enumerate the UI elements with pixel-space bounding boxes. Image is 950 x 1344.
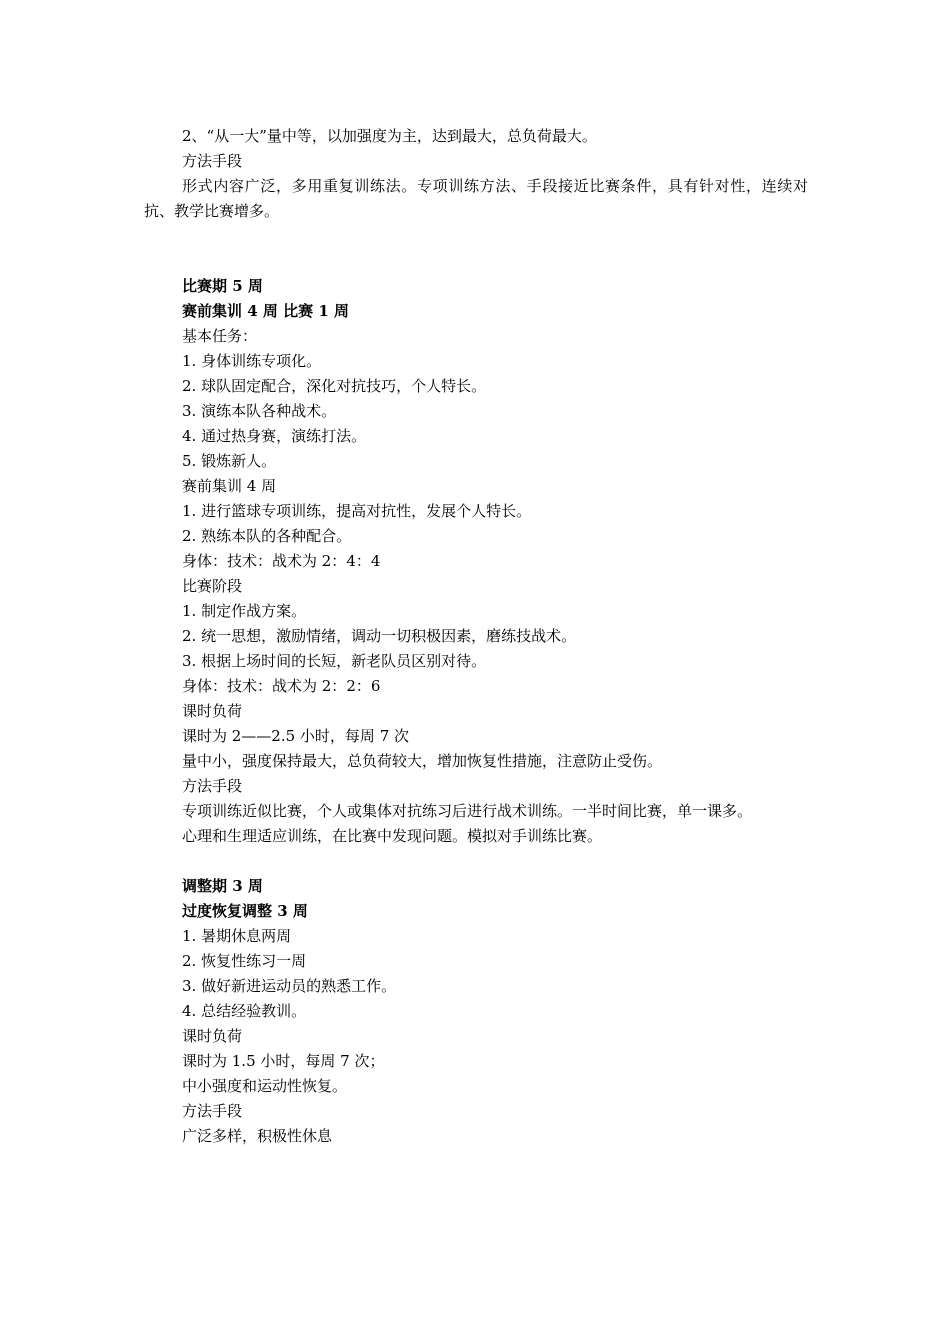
list-item: 2. 统一思想，激励情绪，调动一切积极因素，磨练技战术。 [182, 627, 577, 645]
list-item: 2. 恢复性练习一周 [182, 952, 307, 970]
section-subheading: 赛前集训 4 周 比赛 1 周 [182, 302, 349, 320]
pre-training-label: 赛前集训 4 周 [182, 477, 277, 495]
load-label: 课时负荷 [182, 1027, 243, 1045]
tasks-label: 基本任务： [182, 327, 258, 345]
stage-label: 比赛阶段 [182, 577, 243, 595]
list-item: 2. 球队固定配合，深化对抗技巧，个人特长。 [182, 377, 487, 395]
section-heading: 调整期 3 周 [182, 877, 263, 895]
section-top [144, 124, 808, 224]
list-item: 4. 通过热身赛，演练打法。 [182, 427, 367, 445]
list-item: 3. 演练本队各种战术。 [182, 402, 337, 420]
method-paragraph: 形式内容广泛，多用重复训练法。专项训练方法、手段接近比赛条件，具有针对性，连续对抗、教学比赛增多。 [144, 177, 808, 220]
list-item: 1. 制定作战方案。 [182, 602, 307, 620]
load-label: 课时负荷 [182, 702, 243, 720]
list-item: 2. 熟练本队的各种配合。 [182, 527, 352, 545]
section-adjustment [144, 874, 808, 1149]
list-item: 1. 身体训练专项化。 [182, 352, 322, 370]
section-heading: 比赛期 5 周 [182, 277, 263, 295]
load-description: 量中小，强度保持最大，总负荷较大，增加恢复性措施，注意防止受伤。 [182, 752, 663, 770]
method-label: 方法手段 [182, 777, 243, 795]
ratio-line: 身体：技术：战术为 2：2：6 [182, 677, 381, 695]
load-description: 中小强度和运动性恢复。 [182, 1077, 348, 1095]
method-line: 专项训练近似比赛，个人或集体对抗练习后进行战术训练。一半时间比赛，单一课多。 [182, 802, 753, 820]
list-item: 3. 根据上场时间的长短，新老队员区别对待。 [182, 652, 487, 670]
method-label: 方法手段 [182, 1102, 243, 1120]
section-competition [144, 274, 808, 849]
method-description: 广泛多样，积极性休息 [182, 1127, 333, 1145]
method-line: 心理和生理适应训练，在比赛中发现问题。模拟对手训练比赛。 [182, 827, 603, 845]
list-item: 4. 总结经验教训。 [182, 1002, 307, 1020]
list-item: 5. 锻炼新人。 [182, 452, 277, 470]
method-label: 方法手段 [182, 152, 243, 170]
text-line: 2、“从一大”量中等，以加强度为主，达到最大，总负荷最大。 [182, 127, 597, 145]
ratio-line: 身体：技术：战术为 2：4：4 [182, 552, 381, 570]
list-item: 3. 做好新进运动员的熟悉工作。 [182, 977, 397, 995]
list-item: 1. 暑期休息两周 [182, 927, 292, 945]
section-subheading: 过度恢复调整 3 周 [182, 902, 308, 920]
list-item: 1. 进行篮球专项训练，提高对抗性，发展个人特长。 [182, 502, 532, 520]
load-time: 课时为 2——2.5 小时，每周 7 次 [182, 727, 410, 745]
load-time: 课时为 1.5 小时，每周 7 次； [182, 1052, 385, 1070]
